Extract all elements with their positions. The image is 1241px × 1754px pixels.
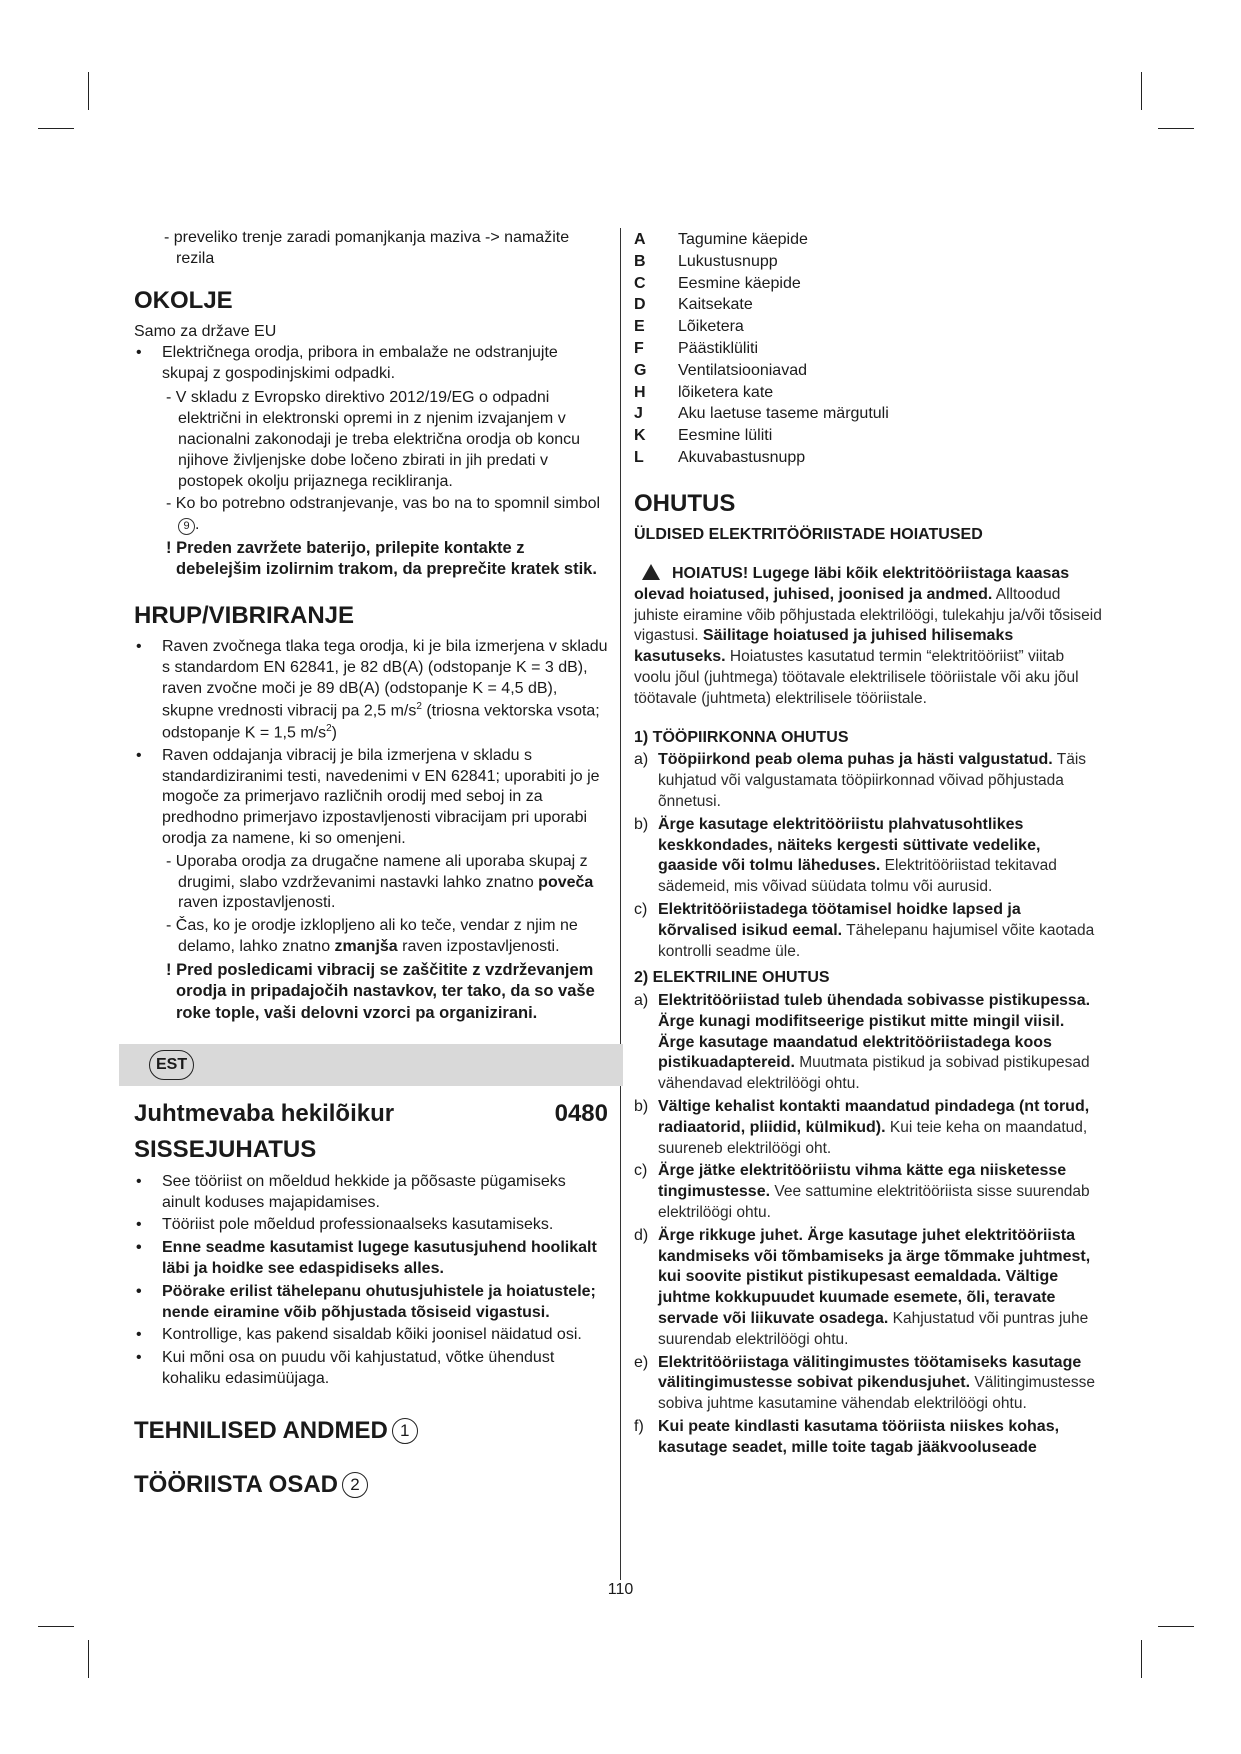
product-title: Juhtmevaba hekilõikur (134, 1100, 395, 1128)
battery-warning: ! Preden zavržete baterijo, prilepite kontakte z debelejšim izolirnim trakom, da preprečite kratek stik. (166, 538, 597, 579)
intro-item: • Tööriist pole mõeldud professionaalseks kasutamiseks. (134, 1215, 608, 1236)
est-badge: EST (149, 1050, 194, 1080)
item-marker: a) (634, 751, 649, 769)
item-text: Kui teie keha on maandatud, suureneb elektrilöögi oht. (658, 1118, 1088, 1157)
intro-item: • Kui mõni osa on puudu või kahjustatud, võtke ühendust kohaliku edasimüüjaga. (134, 1348, 608, 1390)
crop-mark (1158, 1626, 1194, 1627)
item-marker: d) (634, 1226, 649, 1244)
item-text: Elektritööriistad tekitavad sädemeid, mis võivad süüdata tolmu või aurusid. (658, 857, 1057, 896)
item-text: Tähelepanu hajumisel võite kaotada kontrolli seadme üle. (658, 921, 1095, 960)
item-bold-text: Ärge rikkuge juhet. Ärge kasutage juhet elektritööriista kandmiseks või tõmbamiseks ja ärge tõmmake juhtmest, kui soovite pistikut pistikupesast eemaldada. Vältige juhtme kokkupuudet kuumade esemete, õli, teravate servade või liikuvate osadega. (658, 1226, 1091, 1328)
sec2-item (634, 1226, 1104, 1351)
sec2-item (634, 1417, 1104, 1459)
part-label: Akuvabastusnupp (678, 448, 806, 466)
eu-note: Samo za države EU (134, 322, 277, 340)
crop-mark (1141, 72, 1142, 110)
part-letter: G (634, 361, 647, 379)
hrup-dash-1: - Uporaba orodja za drugačne namene ali uporaba skupaj z drugimi, slabo vzdrževanimi nastavki lahko znatno poveča raven izpostavljenosti. (162, 852, 608, 914)
part-label: Eesmine lüliti (678, 427, 773, 445)
part-letter: K (634, 427, 646, 445)
part-label: Kaitsekate (678, 296, 753, 314)
part-letter: A (634, 231, 646, 248)
okolje-dash-2: - Ko bo potrebno odstranjevanje, vas bo na to spomnil simbol 9 . (162, 494, 608, 536)
item-marker: f) (634, 1418, 644, 1436)
product-title-row (134, 1098, 608, 1129)
sec2-item (634, 1353, 1104, 1415)
part-label: Eesmine käepide (678, 274, 801, 292)
crop-mark (38, 128, 74, 129)
sec2-item (634, 1161, 1104, 1223)
item-marker: b) (634, 815, 649, 833)
intro-list (134, 1172, 608, 1390)
item-bold-text: Elektritööriistaga välitingimustes töötamiseks kasutage välitingimustesse sobivat pikendusjuhet. (658, 1353, 1082, 1392)
part-letter: J (634, 405, 643, 423)
item-marker: b) (634, 1098, 649, 1116)
item-marker: a) (634, 992, 649, 1010)
item-marker: e) (634, 1353, 649, 1371)
part-label: Tagumine käepide (678, 231, 808, 248)
sec1-item (634, 900, 1104, 962)
warning-triangle-icon (642, 564, 660, 580)
crop-mark (88, 1640, 89, 1678)
part-letter: B (634, 252, 646, 270)
crop-mark (1141, 1640, 1142, 1678)
item-marker: c) (634, 1162, 648, 1180)
osad-heading: TÖÖRIISTA OSAD 2 (134, 1472, 608, 1498)
column-divider (620, 228, 621, 1580)
hrup-heading: HRUP/VIBRIRANJE (134, 601, 355, 629)
figure-2-icon: 2 (342, 1472, 368, 1498)
right-column (634, 228, 1104, 1461)
part-letter: L (634, 448, 644, 466)
part-letter: H (634, 383, 646, 401)
okolje-heading: OKOLJE (134, 286, 233, 314)
part-letter: C (634, 274, 646, 292)
item-marker: c) (634, 900, 648, 918)
item-bold-text: Tööpiirkond peab olema puhas ja hästi valgustatud. (658, 751, 1053, 769)
figure-1-icon: 1 (392, 1418, 418, 1444)
hrup-bullet-1: • Raven zvočnega tlaka tega orodja, ki je bila izmerjena v skladu s standardom EN 62841, je 82 dB(A) (odstopanje K = 3 dB), raven zvočne moči je 89 dB(A) (odstopanje K = 4,5 dB), skupne vrednosti vibracij pa 2,5 $m/s^2$ (triosna vektorska vsota; odstopanje K = 1,5 $m/s^2$) (134, 637, 608, 744)
sec2-list (634, 991, 1104, 1459)
intro-item: • See tööriist on mõeldud hekkide ja põõsaste pügamiseks ainult koduses majapidamises. (134, 1172, 608, 1214)
item-bold-text: Kui peate kindlasti kasutama tööriista niiskes kohas, kasutage seadet, mille toite tagab jääkvooluseade (658, 1418, 1060, 1456)
item-text: Kahjustatud või puntras juhe suurendab elektrilöögi ohtu. (658, 1310, 1089, 1348)
intro-dash: - preveliko trenje zaradi pomanjkanja maziva -> namažite rezila (134, 228, 608, 270)
item-bold-text: Elektritööriistadega töötamisel hoidke lapsed ja kõrvalised isikud eemal. (658, 900, 1021, 939)
crop-mark (38, 1626, 74, 1627)
intro-item: • Pöörake erilist tähelepanu ohutusjuhistele ja hoiatustele; nende eiramine võib põhjustada tõsiseid vigastusi. (134, 1282, 608, 1324)
item-text: Täis kuhjatud või valgustamata tööpiirkonnad võivad põhjustada õnnetusi. (658, 751, 1087, 810)
ohutus-heading: OHUTUS (634, 489, 736, 517)
crop-mark (1158, 128, 1194, 129)
item-bold-text: Ärge kasutage elektritööriistu plahvatusohtlikes keskkondades, näiteks kergesti süttivate vedelike, gaaside või tolmu läheduses. (658, 815, 1041, 875)
sec2-title: 2) ELEKTRILINE OHUTUS (634, 969, 830, 987)
ohutus-subheading: ÜLDISED ELEKTRITÖÖRIISTADE HOIATUSED (634, 526, 983, 544)
symbol-9-icon: 9 (178, 518, 195, 535)
okolje-dash-1: - V skladu z Evropsko direktivo 2012/19/EG o odpadni električni in elektronski opremi in z njenim izvajanjem v nacionalni zakonodaji je treba električna orodja ob koncu njihove življenjske dobe ločeno zbirati in jih predati v postopek okolju prijaznega recikliranja. (162, 388, 608, 492)
sissejuhatus-heading: SISSEJUHATUS (134, 1136, 317, 1164)
part-label: Ventilatsiooniavad (678, 361, 807, 379)
product-code: 0480 (554, 1100, 608, 1128)
intro-item: • Enne seadme kasutamist lugege kasutusjuhend hoolikalt läbi ja hoidke see edaspidiseks alles. (134, 1238, 608, 1280)
okolje-bullet: • Električnega orodja, pribora in embalaže ne odstranjujte skupaj z gospodinjskimi odpadki. - V skladu z Evropsko direktivo 2012/19/EG o odpadni električni in elektronski opremi in z njenim izvajanjem v nacionalni zakonodaji je treba električna orodja ob koncu njihove življenjske dobe ločeno zbirati in jih predati v postopek okolju prijaznega recikliranja. - Ko bo potrebno odstranjevanje, vas bo na to spomnil simbol 9 . (134, 343, 608, 536)
crop-mark (88, 72, 89, 110)
left-column (134, 228, 608, 1506)
general-warning: HOIATUS! Lugege läbi kõik elektritööriistaga kaasas olevad hoiatused, juhised, joonised ja andmed. Alltoodud juhiste eiramine võib põhjustada elektrilöögi, tulekahju ja/või tõsiseid vigastusi. Säilitage hoiatused ja juhised hilisemaks kasutuseks. Hoiatustes kasutatud termin “elektritööriist” viitab voolu jõul (juhtmega) töötavale elektrilisele tööriistale või aku jõul töötavale (juhtmeta) elektrilisele tööriistale. (634, 564, 1102, 707)
sec1-item (634, 750, 1104, 812)
parts-list (634, 230, 1104, 469)
item-text: Välitingimustesse sobiva juhtme kasutamine vähendab elektrilöögi ohtu. (658, 1374, 1095, 1413)
item-bold-text: Elektritööriistad tuleb ühendada sobivasse pistikupessa. Ärge kunagi modifitseerige pistikut mitte mingil viisil. Ärge kasutage maandatud elektritööriistadega koos pistikuadaptereid. (658, 992, 1091, 1072)
item-bold-text: Vältige kehalist kontakti maandatud pindadega (nt torud, radiaatorid, pliidid, külmikud). (658, 1098, 1090, 1136)
part-label: Päästiklüliti (678, 339, 759, 357)
sec2-item (634, 1097, 1104, 1159)
item-text: Muutmata pistikud ja sobivad pistikupesad vähendavad elektrilöögi ohtu. (658, 1054, 1090, 1093)
page-number: 110 (607, 1581, 634, 1598)
part-label: lõiketera kate (678, 383, 774, 401)
part-label: Lukustusnupp (678, 252, 778, 270)
sec1-title: 1) TÖÖPIIRKONNA OHUTUS (634, 728, 849, 746)
language-bar (119, 1044, 623, 1086)
sec2-item (634, 991, 1104, 1095)
sec1-item (634, 815, 1104, 898)
item-text: Vee sattumine elektritööriista sisse suurendab elektrilöögi ohtu. (658, 1183, 1090, 1222)
vibration-warning: ! Pred posledicami vibracij se zaščitite z vzdrževanjem orodja in pripadajočih nastavkov, ter tako, da so vaše roke tople, vaši delovni vzorci pa organizirani. (166, 960, 595, 1022)
part-label: Lõiketera (678, 318, 744, 336)
part-label: Aku laetuse taseme märgutuli (678, 405, 889, 423)
hrup-dash-2: - Čas, ko je orodje izklopljeno ali ko teče, vendar z njim ne delamo, lahko znatno zmanjša raven izpostavljenosti. (162, 916, 608, 958)
tehnilised-heading: TEHNILISED ANDMED 1 (134, 1418, 608, 1444)
hrup-bullet-2: • Raven oddajanja vibracij je bila izmerjena v skladu s standardiziranimi testi, navedenimi v EN 62841; uporabiti jo je mogoče za primerjavo različnih orodij med seboj in za predhodno primerjavo izpostavljenosti vibracijam pri uporabi orodja za namene, ki so omenjeni. - Uporaba orodja za drugačne namene ali uporaba skupaj z drugimi, slabo vzdrževanimi nastavki lahko znatno poveča raven izpostavljenosti. - Čas, ko je orodje izklopljeno ali ko teče, vendar z njim ne delamo, lahko znatno zmanjša raven izpostavljenosti. (134, 746, 608, 958)
intro-item: • Kontrollige, kas pakend sisaldab kõiki joonisel näidatud osi. (134, 1325, 608, 1346)
item-bold-text: Ärge jätke elektritööriistu vihma kätte ega niisketesse tingimustesse. (658, 1162, 1067, 1201)
part-letter: D (634, 296, 646, 314)
sec1-list (634, 750, 1104, 962)
part-letter: E (634, 318, 645, 336)
part-letter: F (634, 339, 644, 357)
